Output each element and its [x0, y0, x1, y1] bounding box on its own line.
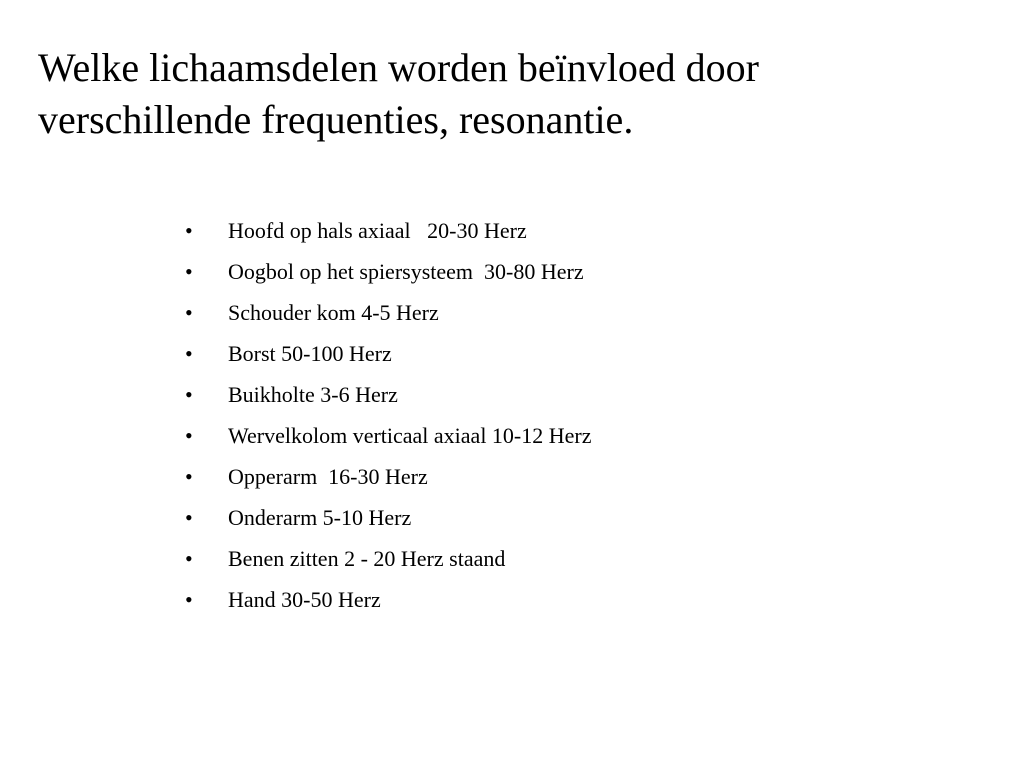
bullet-item-legs — [185, 538, 885, 579]
bullet-item-chest — [185, 333, 885, 374]
bullet-item-upper-arm — [185, 456, 885, 497]
bullet-point-icon: • — [185, 587, 193, 612]
bullet-text: Hoofd op hals axiaal 20-30 Herz — [228, 218, 527, 243]
bullet-point-icon: • — [185, 259, 193, 284]
bullet-text: Opperarm 16-30 Herz — [228, 464, 428, 489]
bullet-point-icon: • — [185, 300, 193, 325]
bullet-text: Hand 30-50 Herz — [228, 587, 381, 612]
bullet-point-icon: • — [185, 423, 193, 448]
bullet-text: Onderarm 5-10 Herz — [228, 505, 412, 530]
bullet-point-icon: • — [185, 218, 193, 243]
bullet-text: Borst 50-100 Herz — [228, 341, 392, 366]
slide-title-line-1: Welke lichaamsdelen worden beïnvloed door — [38, 45, 759, 90]
slide-title-line-2: verschillende frequenties, resonantie. — [38, 97, 634, 142]
bullet-item-forearm — [185, 497, 885, 538]
bullet-point-icon: • — [185, 341, 193, 366]
bullet-text: Benen zitten 2 - 20 Herz staand — [228, 546, 506, 571]
bullet-point-icon: • — [185, 505, 193, 530]
bullet-point-icon: • — [185, 464, 193, 489]
slide-title — [38, 42, 978, 146]
bullet-text: Wervelkolom verticaal axiaal 10-12 Herz — [228, 423, 592, 448]
bullet-list — [185, 210, 885, 620]
bullet-item-abdomen — [185, 374, 885, 415]
bullet-point-icon: • — [185, 382, 193, 407]
bullet-text: Schouder kom 4-5 Herz — [228, 300, 439, 325]
bullet-text: Oogbol op het spiersysteem 30-80 Herz — [228, 259, 584, 284]
bullet-point-icon: • — [185, 546, 193, 571]
bullet-item-hand — [185, 579, 885, 620]
bullet-item-shoulder — [185, 292, 885, 333]
bullet-item-eyeball — [185, 251, 885, 292]
bullet-text: Buikholte 3-6 Herz — [228, 382, 398, 407]
bullet-item-head — [185, 210, 885, 251]
bullet-item-spine — [185, 415, 885, 456]
